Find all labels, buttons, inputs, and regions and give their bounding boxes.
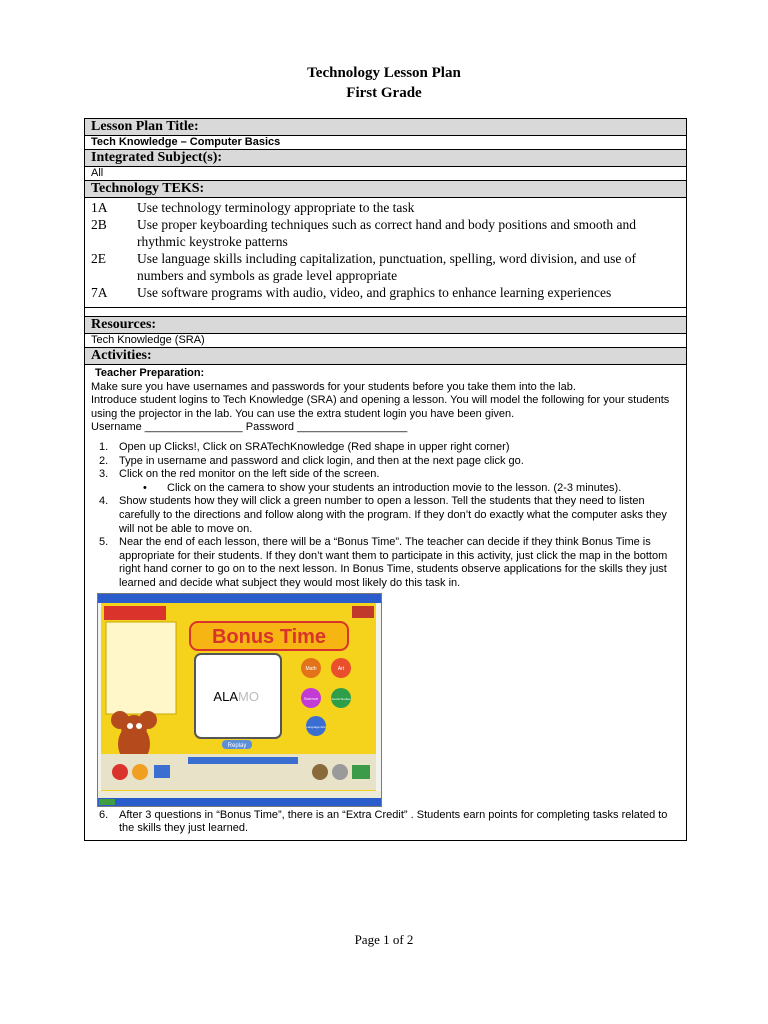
- tool-icon[interactable]: [332, 764, 348, 780]
- step-item: [91, 455, 680, 469]
- step-number: 3.: [99, 468, 109, 481]
- teks-code: 2E: [91, 251, 106, 266]
- teks-item: [91, 284, 680, 301]
- start-button[interactable]: [99, 799, 115, 805]
- teacher-preparation-heading: Teacher Preparation:: [95, 367, 205, 379]
- prep-paragraph: Introduce student logins to Tech Knowledge (SRA) and opening a lesson. You will model the following for your students using the projector in the lab. You can use the extra student login you have been given.: [91, 394, 670, 420]
- teks-item: [91, 216, 680, 250]
- lesson-plan-title-label: Lesson Plan Title:: [85, 119, 686, 136]
- teks-text: Use technology terminology appropriate to the task: [137, 200, 415, 215]
- replay-label: Replay: [227, 742, 247, 749]
- browser-title-bar: [98, 594, 381, 603]
- page-number: Page 1 of 2: [354, 932, 414, 947]
- sra-logo: [352, 606, 374, 618]
- teks-text: Use language skills including capitalization, punctuation, spelling, word division, and use of numbers and symbols as grade level appropriate: [137, 251, 637, 283]
- word-main: ALA: [213, 688, 238, 704]
- word-faded: MO: [238, 688, 259, 704]
- teks-text: Use proper keyboarding techniques such as correct hand and body positions and smooth and rhythmic keystroke patterns: [137, 217, 637, 249]
- book-icon[interactable]: [154, 765, 170, 778]
- help-icon[interactable]: [132, 764, 148, 780]
- step-text: Near the end of each lesson, there will be a “Bonus Time”. The teacher can decide if they think Bonus Time is appropriate for their students. If they don’t want them to participate in this activity, just click the map in the bottom right hand corner to go on to the next lesson. In Bonus Time, students observe applications for the skills they just learned and decide what subject they would most likely do this task in.: [119, 536, 668, 589]
- step-number: 6.: [99, 808, 109, 821]
- shoe-icon[interactable]: [312, 764, 328, 780]
- document-subtitle: First Grade: [346, 85, 422, 101]
- step-text: Type in username and password and click login, and then at the next page click go.: [119, 454, 524, 467]
- lesson-plan-table: [84, 118, 687, 841]
- instruction-panel: [106, 622, 176, 714]
- teks-text: Use software programs with audio, video, and graphics to enhance learning experiences: [137, 285, 612, 300]
- step-text: After 3 questions in “Bonus Time”, there is an “Extra Credit” . Students earn points for completing tasks related to the skills they just learned.: [119, 808, 668, 835]
- step-text: Click on the red monitor on the left side of the screen.: [119, 468, 380, 481]
- step-item: [91, 468, 680, 482]
- integrated-subjects-value: All: [85, 167, 686, 181]
- teks-list: [85, 198, 686, 308]
- step-text: Show students how they will click a green number to open a lesson. Tell the students that they need to listen carefully to the directions and follow along with the program. If they don’t do exactly what the computer asks they will not be able to move on.: [119, 495, 667, 535]
- technology-teks-label: Technology TEKS:: [85, 181, 686, 198]
- spacer-row: [85, 308, 686, 317]
- step-number: 5.: [99, 536, 109, 549]
- windows-taskbar: [98, 798, 381, 806]
- bonus-time-title: Bonus Time: [211, 625, 327, 648]
- browser-status-bar: [98, 791, 381, 798]
- prep-paragraph: Make sure you have usernames and passwords for your students before you take them into the lab.: [91, 380, 576, 393]
- activities-label: Activities:: [85, 348, 686, 365]
- bullet-icon: •: [143, 481, 147, 494]
- lesson-plan-title-value: Tech Knowledge – Computer Basics: [85, 136, 686, 150]
- step-number: 2.: [99, 454, 109, 467]
- bonus-time-screenshot-graphic: [98, 594, 381, 806]
- steps-list: [91, 441, 680, 591]
- step-text: Open up Clicks!, Click on SRATechKnowledge (Red shape in upper right corner): [119, 440, 510, 453]
- lesson-banner: [104, 606, 166, 620]
- mascot-eye: [127, 723, 133, 729]
- score-bar: [188, 757, 298, 764]
- teks-code: 2B: [91, 217, 107, 232]
- language-arts-label: Language Arts: [306, 724, 326, 729]
- integrated-subjects-label: Integrated Subject(s):: [85, 150, 686, 167]
- sub-bullet-text: Click on the camera to show your students an introduction movie to the lesson. (2-3 minutes).: [167, 481, 622, 494]
- math-label: Math: [305, 665, 317, 672]
- teks-code: 7A: [91, 285, 108, 300]
- sub-bullet-item: [91, 482, 680, 496]
- step-item: [91, 809, 680, 836]
- resources-value: Tech Knowledge (SRA): [85, 334, 686, 348]
- document-title: Technology Lesson Plan: [307, 65, 461, 81]
- teks-item: [91, 250, 680, 284]
- step-item: [91, 536, 680, 590]
- art-label: Art: [337, 665, 345, 672]
- social-studies-label: Social Studies: [331, 696, 351, 701]
- bonus-time-screenshot: [97, 593, 382, 807]
- step-item: [91, 441, 680, 455]
- science-label: Science: [303, 695, 319, 701]
- step-item: [91, 495, 680, 536]
- map-icon[interactable]: [352, 765, 370, 779]
- resources-label: Resources:: [85, 317, 686, 334]
- teks-code: 1A: [91, 200, 108, 215]
- username-password-line: Username ________________ Password __________________: [91, 421, 408, 434]
- step-number: 1.: [99, 440, 109, 453]
- step-number: 4.: [99, 495, 109, 508]
- mascot-eye: [136, 723, 142, 729]
- activities-body: [85, 365, 686, 840]
- stop-icon[interactable]: [112, 764, 128, 780]
- teks-item: [91, 199, 680, 216]
- steps-list-continued: [91, 809, 680, 836]
